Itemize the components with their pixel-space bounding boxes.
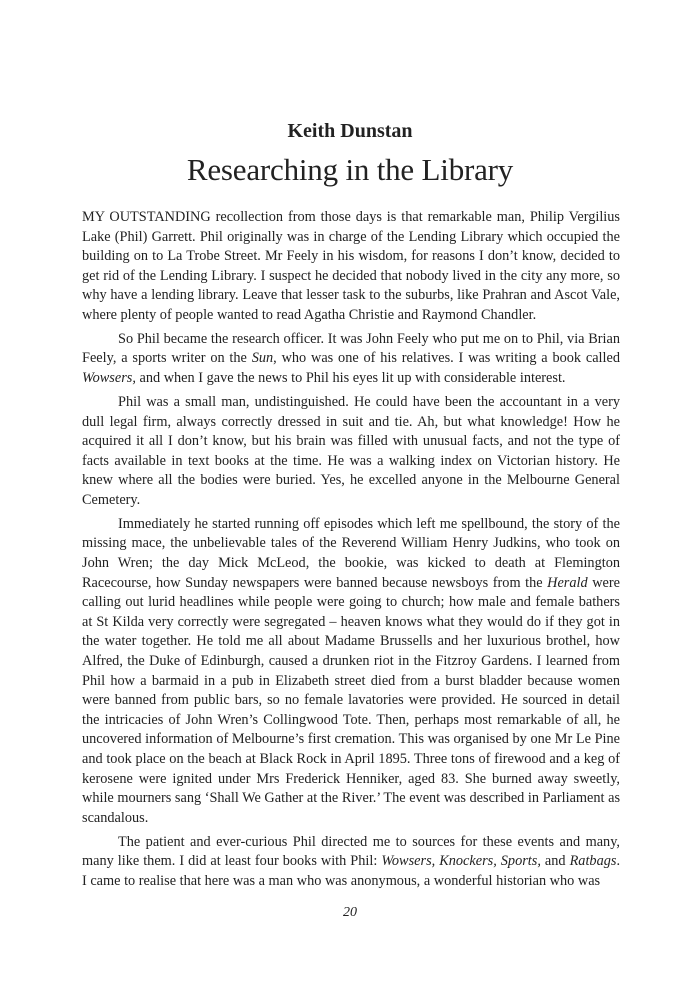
chapter-title: Researching in the Library xyxy=(186,152,514,187)
text-run: So Phil became the research officer. It was John Feely who put me on to Phil, via Brian Feely, a sports writer on the xyxy=(82,330,620,367)
book-titles: Wowsers, Knockers, Sports, xyxy=(381,853,541,870)
newspaper-title-herald: Herald xyxy=(547,574,588,591)
text-run: and xyxy=(540,853,570,870)
text-run: . I came to realise that here was a man who was anonymous, a wonderful historian who was xyxy=(82,853,621,889)
paragraph xyxy=(82,208,620,326)
text-run: Immediately he started running off episodes which left me spellbound, the story of the missing mace, the unbelievable tales of the Reverend William Henry Judkins, who took on John Wren; the day Mick McLeod, the bookie, was kicked to death at Flemington Racecourse, how Sunday newspapers were banned because newsboys from the xyxy=(82,515,620,591)
text-run: The patient and ever-curious Phil directed me to sources for these events and many, many like them. I did at least four books with Phil: xyxy=(82,833,620,870)
paragraph xyxy=(82,393,620,511)
text-run: , who was one of his relatives. I was writing a book called xyxy=(273,350,620,367)
text-run: Phil was a small man, undistinguished. He could have been the accountant in a very dull legal firm, always correctly dressed in suit and tie. Ah, but what knowledge! How he acquired it all I don’t know, but his brain was filled with unusual facts, and not the type of facts available in text books at the time. He was a walking index on Victorian history. He knew where all the bodies were buried. Yes, he excelled anyone in the Melbourne General Cemetery. xyxy=(82,393,620,508)
paragraph xyxy=(82,330,620,389)
book-title-ratbags: Ratbags xyxy=(569,853,617,870)
text-run: were calling out lurid headlines while people were going to church; how male and female bathers at St Kilda very correctly were segregated – heaven knows what they would do if they got in the water together. He told me all about Madame Brussells and her luxurious brothel, how Alfred, the Duke of Edinburgh, caused a drunken riot in the Fitzroy Gardens. I learned from Phil how a barmaid in a pub in Elizabeth street died from a burst bladder because women were banned from public bars, so no female lavatories were provided. He sourced in detail the intricacies of John Wren’s Collingwood Tote. Then, perhaps most remarkable of all, he uncovered information of Melbourne’s first cremation. This was organised by one Mr Le Pine and took place on the beach at Black Rock in April 1895. Three tons of firewood and a keg of kerosene were ignited under Mrs Frederick Henniker, aged 83. She burned away sweetly, while mourners sang ‘Shall We Gather at the River.’ The event was described in Parliament as scandalous. xyxy=(82,574,621,826)
text-run: MY OUTSTANDING recollection from those days is that remarkable man, Philip Vergilius Lake (Phil) Garrett. Phil originally was in charge of the Lending Library which occupied the building on to La Trobe Street. Mr Feely in his wisdom, for reasons I don’t know, decided to get rid of the Lending Library. I suspect he decided that nobody lived in the city any more, so why have a lending library. Leave that lesser task to the suburbs, like Prahran and Ascot Vale, where plenty of people wanted to read Agatha Christie and Raymond Chandler. xyxy=(82,209,620,323)
text-run: and when I gave the news to Phil his eyes lit up with considerable interest. xyxy=(135,370,566,387)
chapter-body xyxy=(82,208,620,896)
page-number: 20 xyxy=(343,905,357,920)
paragraph xyxy=(82,515,620,829)
newspaper-title-sun: Sun xyxy=(251,350,274,367)
paragraph xyxy=(82,833,620,892)
book-title-wowsers: Wowsers, xyxy=(82,370,136,387)
chapter-author: Keith Dunstan xyxy=(287,120,413,142)
